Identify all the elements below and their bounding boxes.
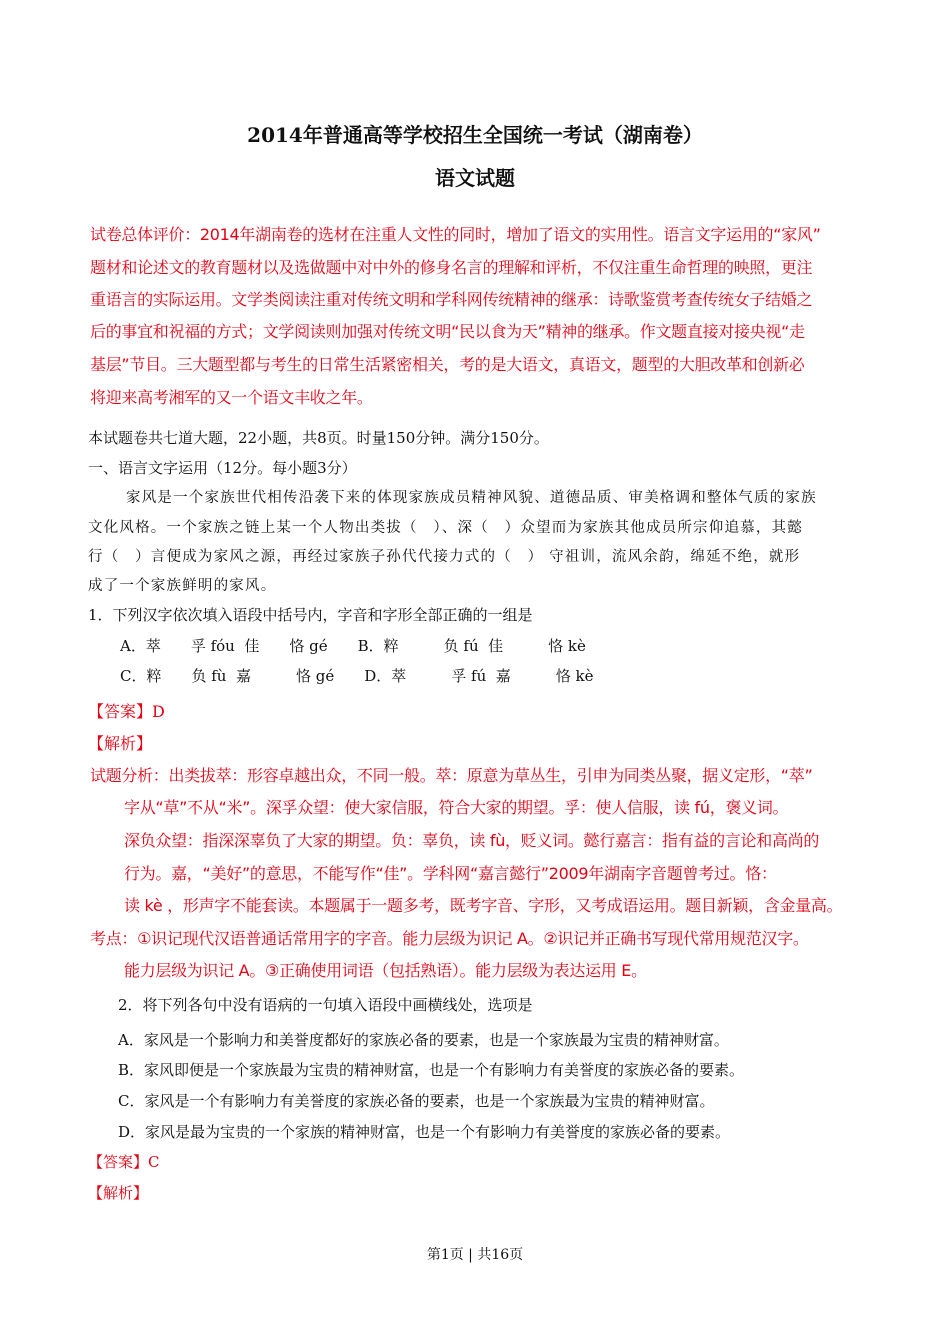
q1-options-ab: A．萃 孚 fóu 佳 恪 gé B．粹 负 fú 佳 恪 kè <box>120 637 586 655</box>
q1-stem: 1．下列汉字依次填入语段中括号内，字音和字形全部正确的一组是 <box>88 606 533 624</box>
overview-line: 将迎来高考湘军的又一个语文丰收之年。 <box>90 388 373 407</box>
q2-option-c: C．家风是一个有影响力有美誉度的家族必备的要素，也是一个家族最为宝贵的精神财富。 <box>118 1092 715 1110</box>
overview-line: 基层”节目。三大题型都与考生的日常生活紧密相关，考的是大语文，真语文，题型的大胆改革和创新必 <box>90 355 805 374</box>
q2-option-a: A．家风是一个影响力和美誉度都好的家族必备的要素，也是一个家族最为宝贵的精神财富。 <box>118 1031 729 1049</box>
kaodian-line: 考点：①识记现代汉语普通话常用字的字音。能力层级为识记 A。②识记并正确书写现代常用规范汉字。 <box>90 929 809 948</box>
analysis-line: 读 kè ，形声字不能套读。本题属于一题多考，既考字音、字形，又考成语运用。题目新颖，含金量高。 <box>124 896 843 915</box>
q1-answer: 【答案】D <box>88 702 165 721</box>
q2-answer: 【答案】C <box>88 1153 160 1171</box>
passage-line: 家风是一个家族世代相传沿袭下来的体现家族成员精神风貌、道德品质、审美格调和整体气质的家族 <box>126 490 817 506</box>
analysis-line: 试题分析：出类拔萃：形容卓越出众，不同一般。萃：原意为草丛生，引申为同类丛聚，据义定形，“萃” <box>90 766 813 785</box>
analysis-line: 深负众望：指深深辜负了大家的期望。负：辜负，读 fù，贬义词。懿行嘉言：指有益的言论和高尚的 <box>124 831 820 850</box>
passage-line: 行（ ）言便成为家风之源，再经过家族子孙代代接力式的（ ） 守祖训，流风余韵，绵延不绝，就形 <box>88 549 801 565</box>
overview-line: 后的事宜和祝福的方式；文学阅读则加强对传统文明“民以食为天”精神的继承。作文题直接对接央视“走 <box>90 322 805 341</box>
section-heading: 一、语言文字运用（12分。每小题3分） <box>88 459 357 477</box>
intro-text: 本试题卷共七道大题，22小题，共8页。时量150分钟。满分150分。 <box>88 429 549 447</box>
q2-stem: 2．将下列各句中没有语病的一句填入语段中画横线处，选项是 <box>118 996 533 1014</box>
q1-options-cd: C．粹 负 fù 嘉 恪 gé D．萃 孚 fú 嘉 恪 kè <box>120 667 594 685</box>
analysis-line: 字从“草”不从“米”。深孚众望：使大家信服，符合大家的期望。孚：使人信服，读 fú，褒义词。 <box>124 798 789 817</box>
overview-line: 题材和论述文的教育题材以及选做题中对中外的修身名言的理解和评析，不仅注重生命哲理的映照，更注 <box>90 258 813 277</box>
q2-option-b: B．家风即便是一个家族最为宝贵的精神财富，也是一个有影响力有美誉度的家族必备的要素。 <box>118 1061 745 1079</box>
overview-line: 重语言的实际运用。文学类阅读注重对传统文明和学科网传统精神的继承：诗歌鉴赏考查传统女子结婚之 <box>90 290 813 309</box>
overview-line: 试卷总体评价：2014年湖南卷的选材在注重人文性的同时，增加了语文的实用性。语言文字运用的“家风” <box>90 225 821 244</box>
q1-analysis-label: 【解析】 <box>88 734 153 753</box>
document-title: 2014年普通高等学校招生全国统一考试（湖南卷） <box>247 123 703 147</box>
kaodian-line: 能力层级为识记 A。③正确使用词语（包括熟语）。能力层级为表达运用 E。 <box>124 961 647 980</box>
passage-line: 成了一个家族鲜明的家风。 <box>88 578 277 594</box>
passage-line: 文化风格。一个家族之链上某一个人物出类拔（ ）、深（ ）众望而为家族其他成员所宗仰追慕，其懿 <box>88 520 803 536</box>
q2-analysis-label: 【解析】 <box>88 1184 149 1202</box>
q2-option-d: D．家风是最为宝贵的一个家族的精神财富，也是一个有影响力有美誉度的家族必备的要素。 <box>118 1123 731 1141</box>
document-subtitle: 语文试题 <box>435 166 515 190</box>
analysis-line: 行为。嘉，“美好”的意思，不能写作“佳”。学科网“嘉言懿行”2009年湖南字音题曾考过。恪： <box>124 864 777 883</box>
page-footer: 第1页 | 共16页 <box>426 1247 524 1263</box>
